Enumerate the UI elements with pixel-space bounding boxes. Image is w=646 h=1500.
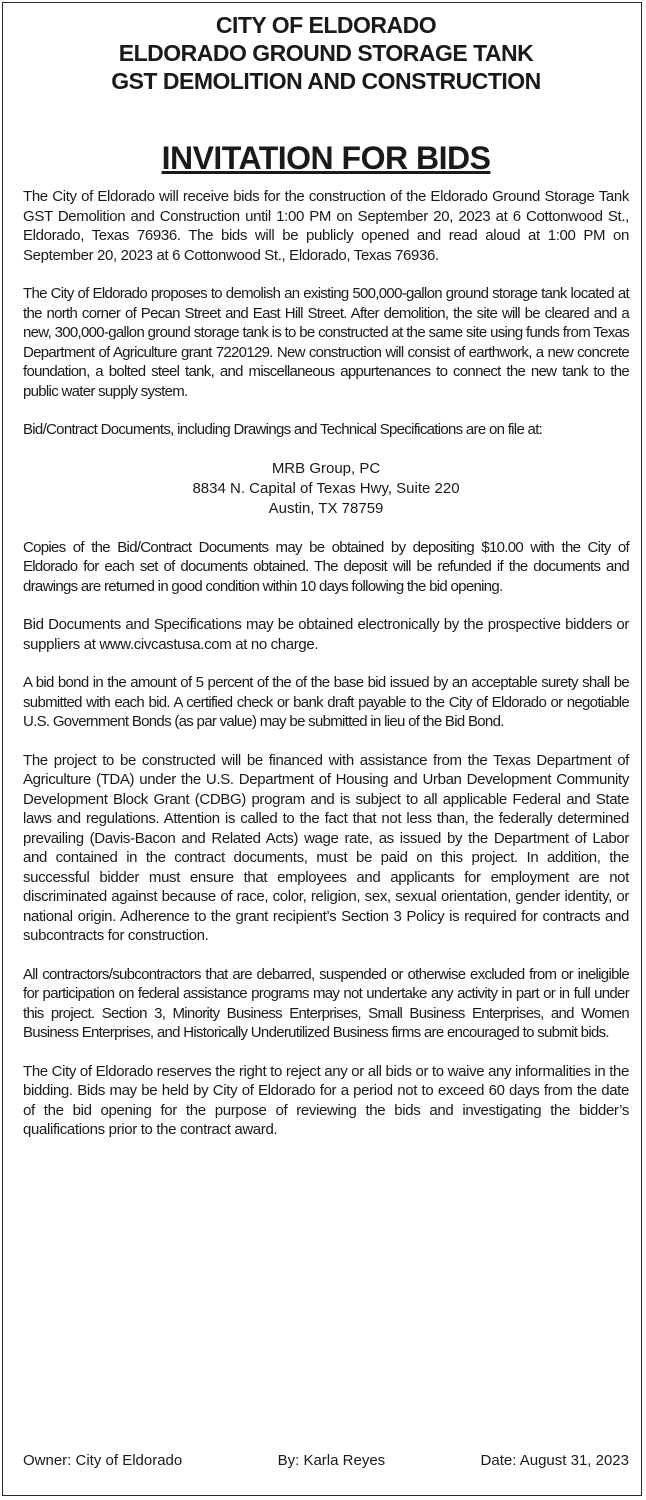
paragraph-document-deposit: Copies of the Bid/Contract Documents may be obtained by depositing $10.00 with the City of Eldorado for each set of documents obtained. The deposit will be refunded if the documents and drawings are returned in good condition within 10 days following the bid opening.: [23, 538, 629, 595]
address-company: MRB Group, PC: [271, 459, 381, 477]
footer-owner: Owner: City of Eldorado: [23, 1452, 183, 1469]
notice-content: [23, 11, 629, 1469]
notice-border: [2, 2, 642, 1496]
header-line-city: CITY OF ELDORADO: [215, 12, 437, 38]
header-line-scope: GST DEMOLITION AND CONSTRUCTION: [111, 68, 541, 94]
notice-title: INVITATION FOR BIDS: [161, 140, 491, 176]
header-line-project: ELDORADO GROUND STORAGE TANK: [118, 40, 534, 66]
address-street: 8834 N. Capital of Texas Hwy, Suite 220: [192, 479, 460, 497]
paragraph-project-description: The City of Eldorado proposes to demolish an existing 500,000-gallon ground storage tank located at the north corner of Pecan Street and East Hill Street. After demolition, the site will be cleared and a new, 300,000-gallon ground storage tank is to be constructed at the same site using funds from Texas Department of Agriculture grant 7220129. New construction will consist of earthwork, a new concrete foundation, a bolted steel tank, and miscellaneous appurtenances to connect the new tank to the public water supply system.: [23, 285, 629, 400]
paragraph-contractor-eligibility: All contractors/subcontractors that are debarred, suspended or otherwise excluded from or ineligible for participation on federal assistance programs may not undertake any activity in part or in full under this project. Section 3, Minority Business Enterprises, Small Business Enterprises, and Women Business Enterprises, and Historically Underutilized Business firms are encouraged to submit bids.: [23, 965, 629, 1041]
footer-signatory: By: Karla Reyes: [277, 1452, 386, 1469]
paragraph-rights-reserved: The City of Eldorado reserves the right to reject any or all bids or to waive any informalities in the bidding. Bids may be held by City of Eldorado for a period not to exceed 60 days from the date of the bid opening for the purpose of reviewing the bids and investigating the bidder’s qualifications prior to the contract award.: [23, 1062, 629, 1138]
footer-date: Date: August 31, 2023: [480, 1452, 629, 1469]
footer: [23, 1451, 629, 1471]
paragraph-bid-receipt: The City of Eldorado will receive bids for the construction of the Eldorado Ground Storage Tank GST Demolition and Construction until 1:00 PM on September 20, 2023 at 6 Cottonwood St., Eldorado, Texas 76936. The bids will be publicly opened and read aloud at 1:00 PM on September 20, 2023 at 6 Cottonwood St., Eldorado, Texas 76936.: [23, 188, 629, 264]
paragraph-documents-on-file: Bid/Contract Documents, including Drawings and Technical Specifications are on file at:: [23, 421, 543, 438]
paragraph-bid-bond: A bid bond in the amount of 5 percent of the of the base bid issued by an acceptable surety shall be submitted with each bid. A certified check or bank draft payable to the City of Eldorado or negotiable U.S. Government Bonds (as par value) may be submitted in lieu of the Bid Bond.: [23, 674, 629, 730]
address-city: Austin, TX 78759: [268, 499, 384, 517]
address-block: [23, 459, 629, 519]
paragraph-electronic-documents: Bid Documents and Specifications may be obtained electronically by the prospective bidders or suppliers at www.civcastusa.com at no charge.: [23, 616, 629, 653]
paragraph-financing: The project to be constructed will be financed with assistance from the Texas Department of Agriculture (TDA) under the U.S. Department of Housing and Urban Development Community Development Block Grant (CDBG) program and is subject to all applicable Federal and State laws and regulations. Attention is called to the fact that not less than, the federally determined prevailing (Davis-Bacon and Related Acts) wage rate, as issued by the Department of Labor and contained in the contract documents, must be paid on this project. In addition, the successful bidder must ensure that employees and applicants for employment are not discriminated against because of race, color, religion, sex, sexual orientation, gender identity, or national origin. Adherence to the grant recipient’s Section 3 Policy is required for contracts and subcontracts for construction.: [23, 751, 629, 944]
